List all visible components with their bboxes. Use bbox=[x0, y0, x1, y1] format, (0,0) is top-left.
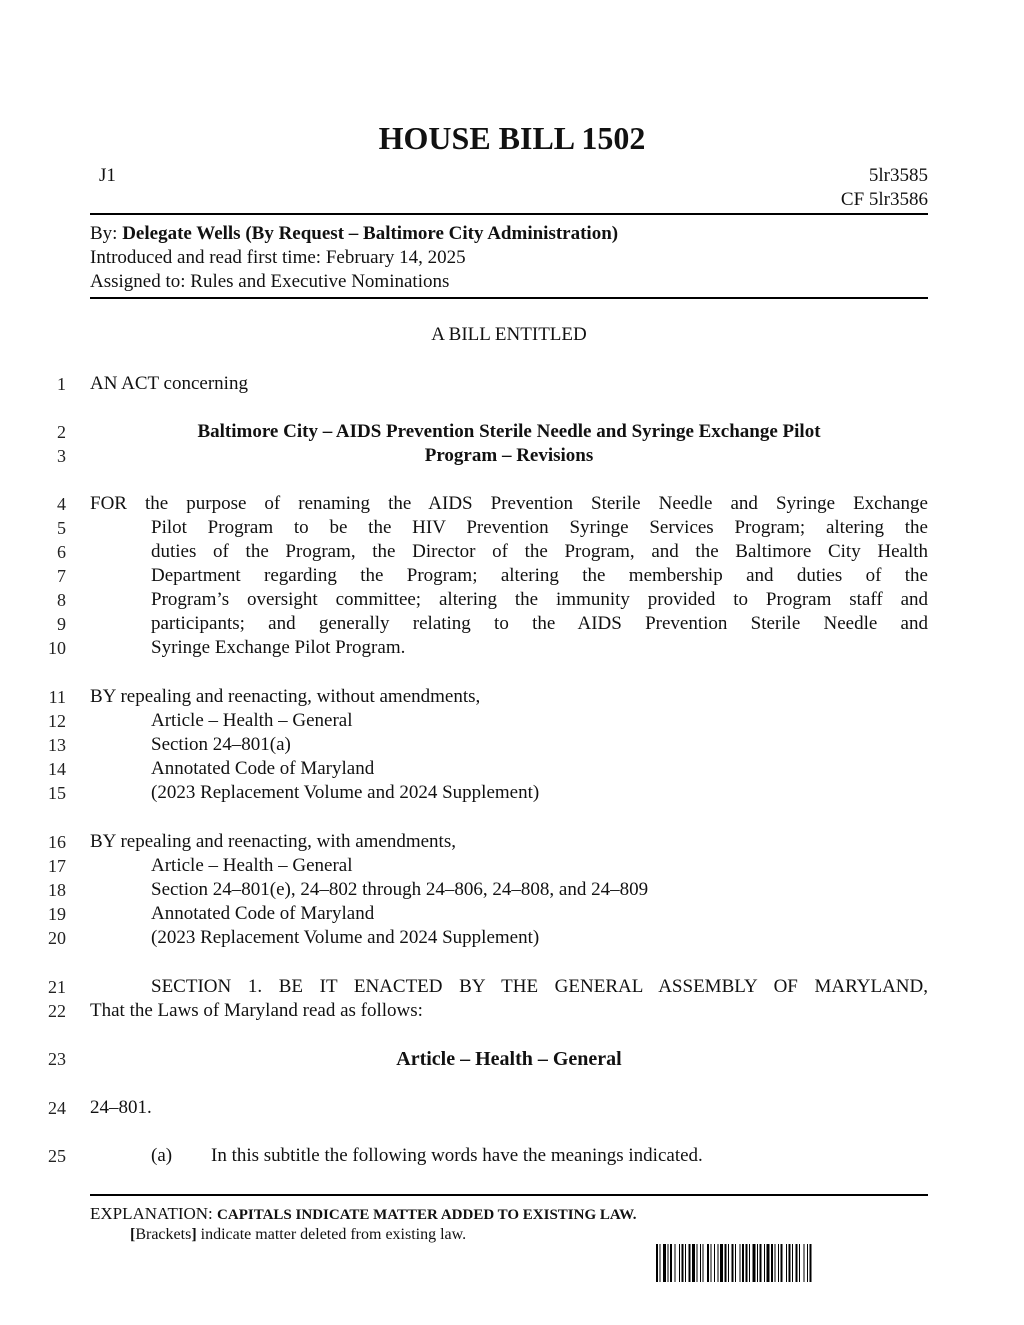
section1-line-2: That the Laws of Maryland read as follows: bbox=[90, 1000, 423, 1021]
bill-entitled: A BILL ENTITLED bbox=[431, 324, 587, 345]
by-without-article: Article – Health – General bbox=[151, 710, 353, 731]
sponsor-rule bbox=[90, 297, 928, 299]
act-concerning: AN ACT concerning bbox=[90, 373, 248, 394]
brackets-rest: indicate matter deleted from existing law. bbox=[196, 1226, 467, 1243]
line-number: 6 bbox=[57, 542, 66, 562]
line-number: 4 bbox=[57, 494, 66, 514]
purpose-line: FOR the purpose of renaming the AIDS Prevention Sterile Needle and Syringe Exchange bbox=[90, 493, 928, 514]
draft-number: 5lr3585 bbox=[868, 165, 928, 186]
assigned-line: Assigned to: Rules and Executive Nominations bbox=[90, 271, 450, 292]
act-title-line-1: Baltimore City – AIDS Prevention Sterile Needle and Syringe Exchange Pilot bbox=[197, 421, 821, 442]
line-number: 12 bbox=[48, 711, 66, 731]
line-number: 21 bbox=[48, 977, 66, 997]
purpose-line: Program’s oversight committee; altering the immunity provided to Program staff and bbox=[151, 589, 928, 610]
line-number: 23 bbox=[48, 1049, 66, 1069]
barcode-icon bbox=[656, 1244, 903, 1282]
sponsor-name: Delegate Wells (By Request – Baltimore City Administration) bbox=[122, 223, 619, 244]
purpose-line: Department regarding the Program; altering the membership and duties of the bbox=[151, 565, 928, 586]
line-number: 10 bbox=[48, 638, 66, 658]
line-number: 8 bbox=[57, 590, 66, 610]
sponsor-line bbox=[90, 222, 618, 246]
purpose-line: Syringe Exchange Pilot Program. bbox=[151, 637, 406, 658]
by-without-code: Annotated Code of Maryland bbox=[151, 758, 375, 779]
line-number: 22 bbox=[48, 1001, 66, 1021]
explanation-line-2 bbox=[130, 1225, 466, 1245]
cross-file-number: CF 5lr3586 bbox=[840, 189, 928, 210]
by-with-heading: BY repealing and reenacting, with amendments, bbox=[90, 831, 456, 852]
header-rule bbox=[90, 213, 928, 215]
explanation-label: EXPLANATION: bbox=[90, 1204, 213, 1223]
act-title-line-2: Program – Revisions bbox=[424, 445, 594, 466]
introduced-line: Introduced and read first time: February 14, 2025 bbox=[90, 247, 466, 268]
by-with-section: Section 24–801(e), 24–802 through 24–806, 24–808, and 24–809 bbox=[151, 879, 649, 900]
line-number: 7 bbox=[57, 566, 66, 586]
brackets-word: Brackets bbox=[135, 1226, 192, 1243]
line-number: 9 bbox=[57, 614, 66, 634]
by-without-volume: (2023 Replacement Volume and 2024 Supplement) bbox=[151, 782, 540, 803]
purpose-line: participants; and generally relating to the AIDS Prevention Sterile Needle and bbox=[151, 613, 928, 634]
by-without-section: Section 24–801(a) bbox=[151, 734, 291, 755]
line-number: 3 bbox=[57, 446, 66, 466]
by-with-article: Article – Health – General bbox=[151, 855, 353, 876]
purpose-line: duties of the Program, the Director of the Program, and the Baltimore City Health bbox=[151, 541, 928, 562]
line-number: 5 bbox=[57, 518, 66, 538]
line-number: 2 bbox=[57, 422, 66, 442]
explanation-capitals: CAPITALS INDICATE MATTER ADDED TO EXISTING LAW. bbox=[217, 1207, 637, 1223]
bracket-close: ] bbox=[191, 1226, 197, 1243]
line-number: 1 bbox=[57, 374, 66, 394]
line-number: 25 bbox=[48, 1146, 66, 1166]
committee-code: J1 bbox=[99, 165, 116, 186]
by-with-code: Annotated Code of Maryland bbox=[151, 903, 375, 924]
section-number: 24–801. bbox=[90, 1097, 152, 1118]
line-number: 16 bbox=[48, 832, 66, 852]
purpose-line: Pilot Program to be the HIV Prevention Syringe Services Program; altering the bbox=[151, 517, 928, 538]
by-with-volume: (2023 Replacement Volume and 2024 Supplement) bbox=[151, 927, 540, 948]
line-number: 19 bbox=[48, 904, 66, 924]
footer-rule bbox=[90, 1194, 928, 1196]
by-without-heading: BY repealing and reenacting, without amendments, bbox=[90, 686, 481, 707]
line-number: 24 bbox=[48, 1098, 66, 1118]
line-number: 11 bbox=[48, 687, 66, 707]
line-number: 13 bbox=[48, 735, 66, 755]
explanation-line-1 bbox=[90, 1203, 636, 1226]
subsection-text: In this subtitle the following words have the meanings indicated. bbox=[211, 1145, 703, 1166]
line-number: 20 bbox=[48, 928, 66, 948]
section1-line-1: SECTION 1. BE IT ENACTED BY THE GENERAL ASSEMBLY OF MARYLAND, bbox=[151, 976, 928, 997]
line-number: 17 bbox=[48, 856, 66, 876]
subsection-label: (a) bbox=[151, 1145, 173, 1166]
bill-title: HOUSE BILL 1502 bbox=[378, 120, 646, 156]
line-number: 18 bbox=[48, 880, 66, 900]
by-label: By: bbox=[90, 223, 118, 244]
article-heading: Article – Health – General bbox=[396, 1048, 622, 1070]
line-number: 15 bbox=[48, 783, 66, 803]
bracket-open: [ bbox=[130, 1226, 136, 1243]
line-number: 14 bbox=[48, 759, 66, 779]
